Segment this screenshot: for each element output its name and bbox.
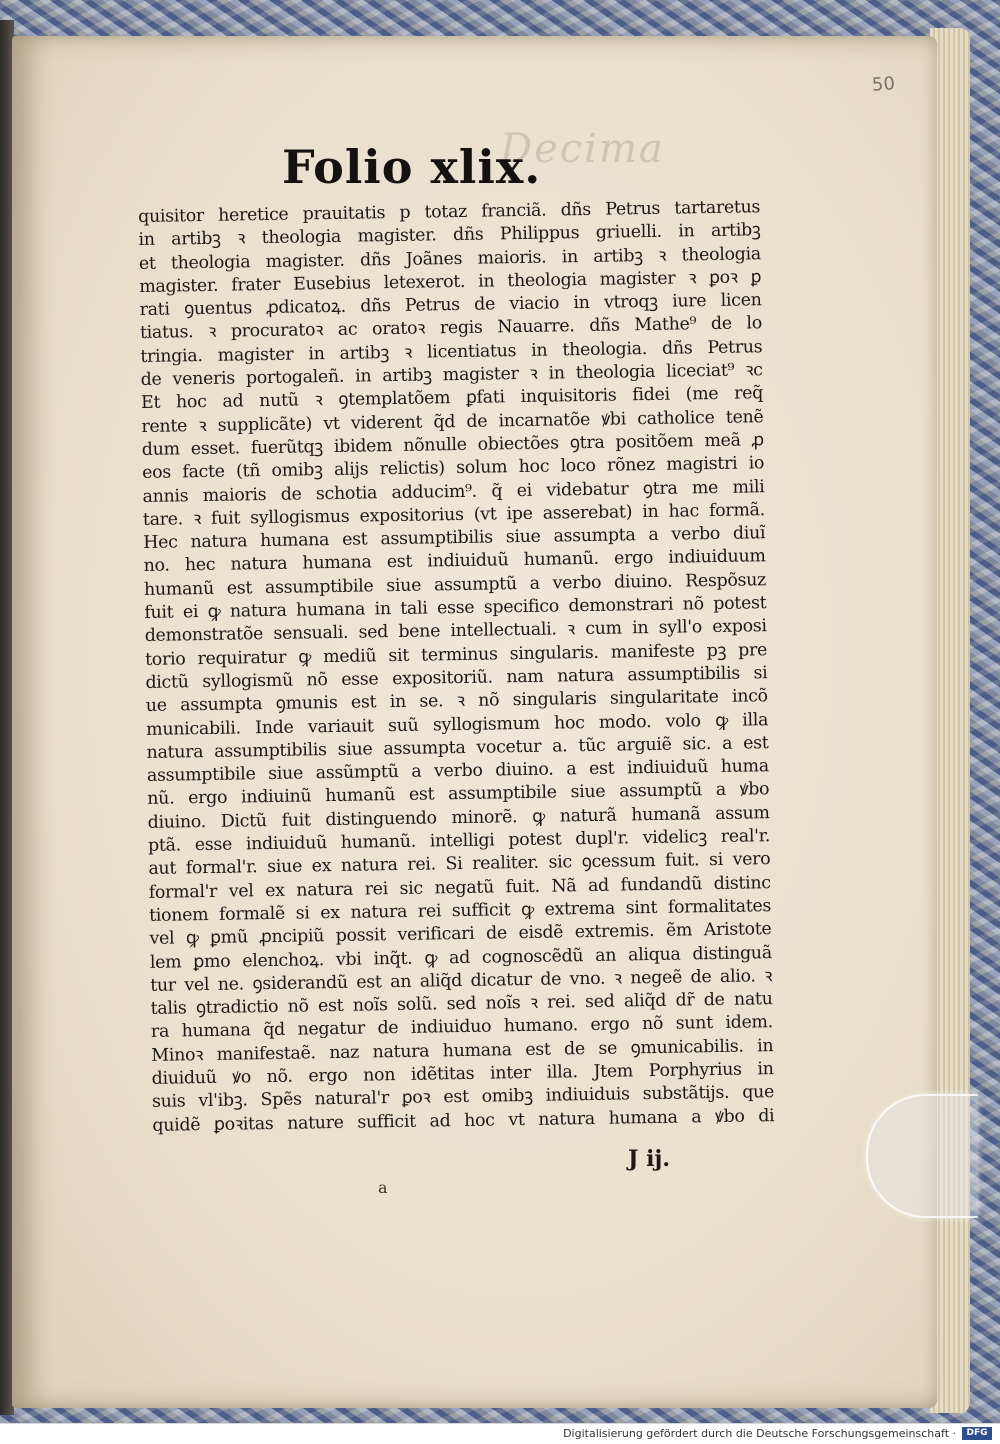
text-line: no. hec natura humana est indiuiduũ humanũ. ergo indiuiduum	[143, 546, 766, 577]
catchword-mark: a	[378, 1178, 388, 1197]
text-line: ptã. esse indiuiduũ humanũ. intelligi potest dupl'r. videlicꝫ real'r.	[147, 826, 771, 856]
page-clip	[866, 1094, 978, 1218]
text-line: annis maioris de schotia adducim⁹. q̃ ei videbatur ꝯtra me mili	[142, 476, 765, 507]
text-line: formal'r vel ex natura rei sic negatũ fuit. Nã ad fundandũ distinc	[148, 872, 771, 903]
text-line: tur vel ne. ꝯsiderandũ est an aliq̃d dicatur de vno. ꝛ negeẽ de alio. ꝛ	[150, 965, 773, 996]
text-line: tare. ꝛ fuit syllogismus expositorius (vt ipe asserebat) in hac formã.	[142, 500, 766, 530]
text-line: demonstratõe sensuali. sed bene intellectuali. ꝛ cum in syll'o exposi	[144, 616, 767, 647]
text-line: rati ꝯuentus ꝓdicatoꝝ. dñs Petrus de viacio in vtroqꝫ iure licen	[139, 290, 762, 321]
text-line: Hec natura humana est assumptibilis siue assumpta a verbo diuĩ	[143, 523, 766, 554]
text-line: ue assumpta ꝯmunis est in se. ꝛ nõ singularis singularitate incõ	[145, 686, 768, 717]
text-line: ra humana q̃d negatur de indiuiduo humano. ergo nõ sunt idem.	[150, 1012, 774, 1043]
funding-credit: Digitalisierung gefördert durch die Deutsche Forschungsgemeinschaft ·	[563, 1427, 956, 1440]
text-line: vel ꝙ ꝑmũ ꝓncipiũ possit verificari de eisdẽ extremis. ẽm Aristote	[149, 919, 772, 950]
text-line: aut formal'r. siue ex natura rei. Si realiter. sic ꝯcessum fuit. si vero	[148, 849, 771, 880]
text-line: nũ. ergo indiuinũ humanũ est assumptibile siue assumptũ a ꝟbo	[147, 779, 770, 810]
text-line: humanũ est assumptibile siue assumptũ a verbo diuino. Respõsuz	[143, 569, 767, 600]
text-line: natura assumptibilis siue assumpta vocetur a. tũc arguiẽ sic. a est	[146, 732, 769, 763]
text-line: tringia. magister in artibꝫ ꝛ licentiatus in theologia. dñs Petrus	[140, 336, 763, 367]
text-line: in artibꝫ ꝛ theologia magister. dñs Philippus griuelli. in artibꝫ	[138, 220, 761, 251]
text-block	[138, 196, 775, 1138]
text-line: torio requiratur ꝙ mediũ sit terminus singularis. manifeste pꝫ pre	[144, 639, 768, 670]
page-number: 50	[871, 73, 896, 96]
text-line: Minoꝛ manifestaẽ. naz natura humana est de se ꝯmunicabilis. in	[151, 1035, 774, 1066]
show-through-heading: Decima	[500, 126, 665, 172]
text-line: tiatus. ꝛ procuratoꝛ ac oratoꝛ regis Nauarre. dñs Mathe⁹ de lo	[139, 313, 763, 344]
text-line: magister. frater Eusebius letexerot. in theologia magister ꝛ ꝑoꝛ ꝑ	[139, 267, 762, 297]
text-line: quidẽ ꝑoꝛitas nature sufficit ad hoc vt natura humana a ꝟbo di	[152, 1105, 775, 1136]
text-line: diuiduũ ꝟo nõ. ergo non idẽtitas inter illa. Jtem Porphyrius in	[151, 1059, 774, 1089]
text-line: assumptibile siue assũmptũ a verbo diuino. a est indiuiduũ huma	[146, 756, 770, 787]
text-line: municabili. Inde variauit suũ syllogismum hoc modo. volo ꝙ illa	[146, 709, 769, 740]
folio-heading: Folio xlix.	[282, 140, 542, 194]
text-line: rente ꝛ supplicãte) vt viderent q̃d de incarnatõe ꝟbi catholice tenẽ	[141, 406, 764, 437]
signature-mark: J ij.	[628, 1146, 671, 1172]
text-line: suis vl'ibꝫ. Spẽs natural'r ꝑoꝛ est omibꝫ indiuiduis substãtijs. que	[151, 1082, 775, 1113]
text-line: lem ꝑmo elenchoꝝ. vbi inq̃t. ꝙ ad cognoscẽdũ an aliqua distinguã	[149, 942, 772, 973]
text-line: dictũ syllogismũ nõ esse expositoriũ. nam natura assumptibilis si	[145, 663, 768, 693]
text-line: dum esset. fuerũtqꝫ ibidem nõnulle obiectões ꝯtra positõem meã ꝓ	[141, 430, 764, 460]
footer-bar	[0, 1423, 1000, 1444]
text-line: et theologia magister. dñs Joãnes maioris. in artibꝫ ꝛ theologia	[138, 243, 761, 274]
text-line: fuit ei ꝙ natura humana in tali esse specifico demonstrari nõ potest	[144, 593, 767, 623]
text-line: eos facte (tñ omibꝫ alijs relictis) solum hoc loco rõnez magistri io	[142, 453, 765, 484]
text-line: tionem formalẽ si ex natura rei sufficit ꝙ extrema sint formalitates	[148, 896, 772, 926]
text-line: quisitor heretice prauitatis p totaz franciã. dñs Petrus tartaretus	[138, 197, 761, 227]
text-line: Et hoc ad nutũ ꝛ ꝯtemplatõem ꝑfati inquisitoris fidei (me req̃	[140, 383, 764, 414]
text-line: de veneris portogaleñ. in artibꝫ magister ꝛ in theologia liceciat⁹ ꝛc	[140, 360, 763, 391]
dfg-logo: DFG	[962, 1427, 992, 1440]
text-line: diuino. Dictũ fuit distinguendo minorẽ. ꝙ naturã humanã assum	[147, 802, 770, 833]
text-line: talis ꝯtradictio nõ est noĩs solũ. sed noĩs ꝛ rei. sed aliq̃d dr̃ de natu	[150, 989, 773, 1019]
